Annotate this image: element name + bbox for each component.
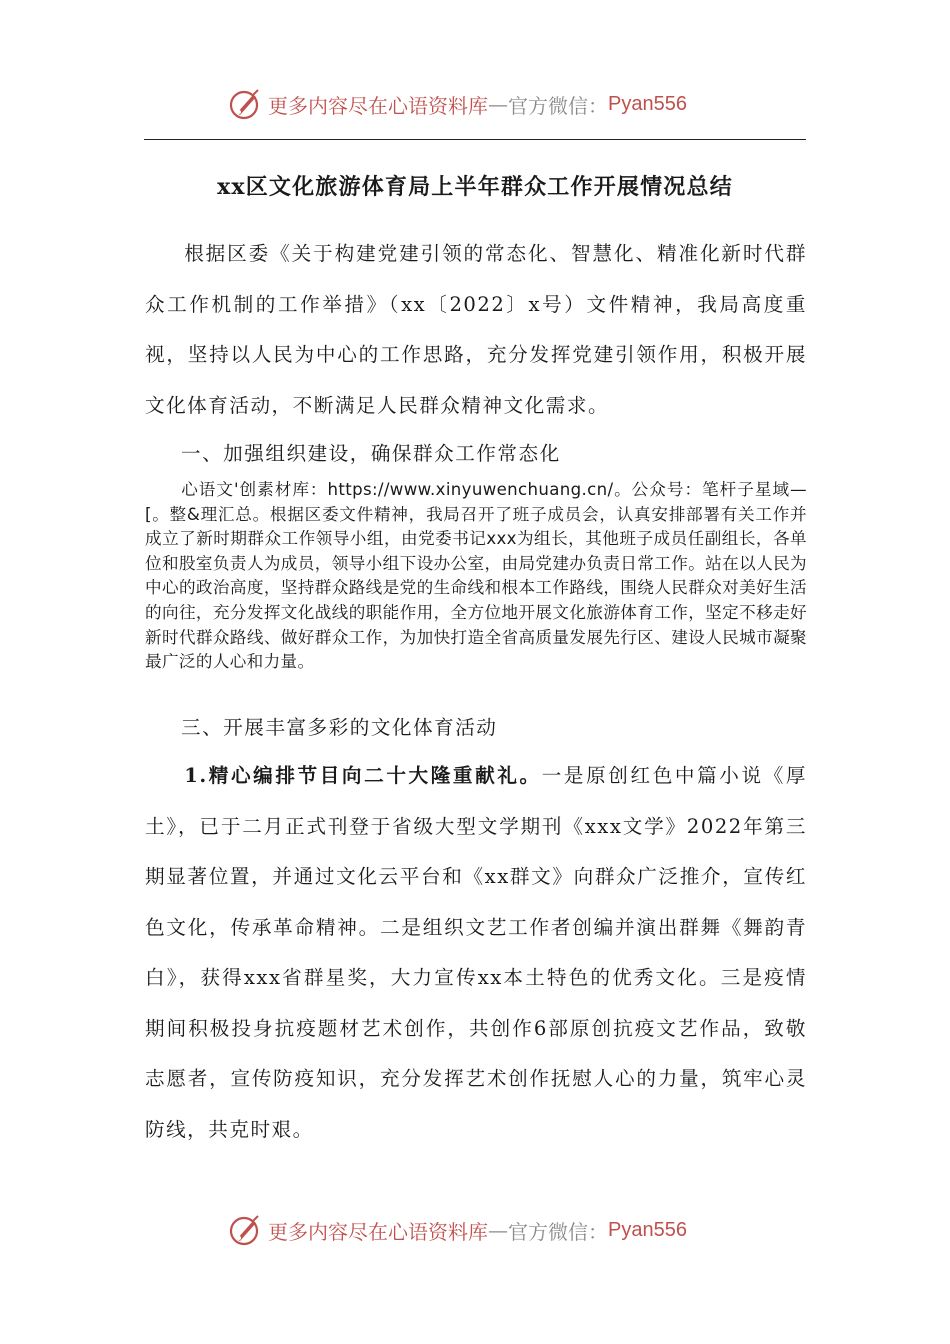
watermark-official-label: 官方微信：: [508, 93, 608, 118]
section1-heading: 一、加强组织建设，确保群众工作常态化: [181, 442, 561, 465]
section3-heading: 三、开展丰富多彩的文化体育活动: [181, 716, 498, 739]
footer-watermark: [228, 1210, 687, 1250]
watermark-dash: —: [488, 92, 508, 116]
watermark-dash: —: [488, 1218, 508, 1242]
item1-body: 一是原创红色中篇小说《厚土》，已于二月正式刊登于省级大型文学期刊《xxx文学》2022年第三期显著位置，并通过文化云平台和《xx群文》向群众广泛推介，宣传红色文化，传承革命精神。二是组织文艺工作者创编并演出群舞《舞韵青白》，获得xxx省群星奖，大力宣传xx本土特色的优秀文化。三是疫情期间积极投身抗疫题材艺术创作，共创作6部原创抗疫文艺作品，致敬志愿者，宣传防疫知识，充分发挥艺术创作抚慰人心的力量，筑牢心灵防线，共克时艰。: [145, 764, 807, 1141]
watermark-brand-text: 更多内容尽在心语资料库: [268, 93, 488, 118]
item1-lead: 1.精心编排节目向二十大隆重献礼。: [184, 764, 542, 787]
item1-paragraph: [145, 751, 807, 1155]
page-title: xx区文化旅游体育局上半年群众工作开展情况总结: [217, 174, 733, 200]
quill-pen-circle-icon: [228, 87, 262, 121]
header-divider: [144, 139, 806, 140]
watermark-wechat-id: Pyan556: [608, 92, 687, 115]
watermark-wechat-id: Pyan556: [608, 1218, 687, 1241]
header-watermark: [228, 84, 687, 124]
intro-paragraph: 根据区委《关于构建党建引领的常态化、智慧化、精准化新时代群众工作机制的工作举措》（xx〔2022〕x号）文件精神，我局高度重视，坚持以人民为中心的工作思路，充分发挥党建引领作用，积极开展文化体育活动，不断满足人民群众精神文化需求。: [145, 242, 807, 417]
watermark-brand-text: 更多内容尽在心语资料库: [268, 1219, 488, 1244]
section1-body: 心语文'创素材库：https://www.xinyuwenchuang.cn/。公众号：笔杆子星域—[。整&理汇总。根据区委文件精神，我局召开了班子成员会，认真安排部署有关工作并成立了新时期群众工作领导小组，由党委书记xxx为组长，其他班子成员任副组长，各单位和股室负责人为成员，领导小组下设办公室，由局党建办负责日常工作。站在以人民为中心的政治高度，坚持群众路线是党的生命线和根本工作路线，围绕人民群众对美好生活的向往，充分发挥文化战线的职能作用，全方位地开展文化旅游体育工作，坚定不移走好新时代群众路线、做好群众工作，为加快打造全省高质量发展先行区、建设人民城市凝聚最广泛的人心和力量。: [145, 480, 807, 672]
watermark-official-label: 官方微信：: [508, 1219, 608, 1244]
quill-pen-circle-icon: [228, 1213, 262, 1247]
